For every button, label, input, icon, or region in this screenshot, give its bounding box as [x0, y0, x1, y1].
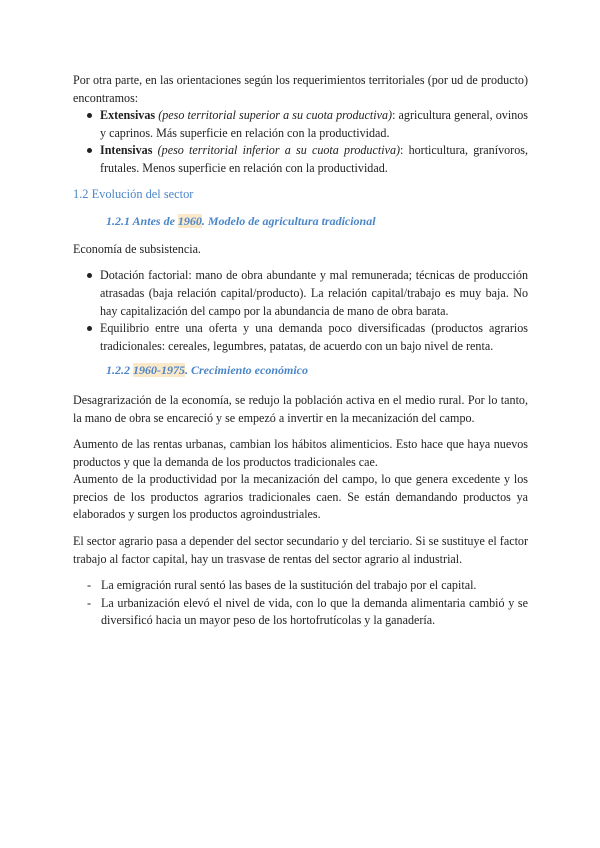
heading-number: 1.2.1 Antes de [106, 214, 178, 229]
item-text: La urbanización elevó el nivel de vida, con lo que la demanda alimentaria cambió y se diversificó hacia un mayor peso de los hortofrutícolas y la ganadería. [101, 595, 528, 628]
list-item [73, 595, 528, 630]
paragraph: El sector agrario pasa a depender del sector secundario y del terciario. Si se sustituye el factor trabajo al factor capital, hay un trasvase de rentas del sector agrario al industrial. [73, 534, 528, 566]
item-text: La emigración rural sentó las bases de la sustitución del trabajo por el capital. [101, 578, 477, 593]
term: Extensivas [100, 108, 156, 123]
heading-title: . Modelo de agricultura tradicional [201, 214, 376, 229]
bullet-icon [87, 148, 92, 153]
term-text: : agricultura general, ovinos y caprinos. Más superficie en relación con la productividad. [100, 108, 528, 140]
paragraph: Desagrarización de la economía, se redujo la población activa en el medio rural. Por lo tanto, la mano de obra se encareció y se empezó a invertir en la mecanización del campo. [73, 392, 528, 425]
bullet-icon [87, 326, 92, 331]
term-note: (peso territorial superior a su cuota productiva) [158, 108, 393, 123]
term-note: (peso territorial inferior a su cuota productiva) [157, 143, 401, 158]
list-item [73, 320, 528, 355]
types-list [73, 107, 528, 177]
heading-number: 1.2.2 [106, 363, 133, 378]
list-item [73, 107, 528, 142]
item-text: Equilibrio entre una oferta y una demanda poco diversificadas (productos agrarios tradicionales: cereales, legumbres, patatas, de acuerdo con un bajo nivel de renta. [100, 321, 528, 353]
heading-year: 1960 [177, 214, 202, 229]
factors-list [73, 267, 528, 355]
bullet-icon [87, 273, 92, 278]
dash-list [73, 577, 528, 630]
heading-title: . Crecimiento económico [185, 363, 308, 378]
paragraph: Aumento de la productividad por la mecanización del campo, lo que genera excedente y los precios de los productos agrarios tradicionales caen. Se están demandando productos ya elaborados y surgen los productos agroindustriales. [73, 472, 528, 522]
term-text: : horticultura, granívoros, frutales. Menos superficie en relación con la productividad. [100, 143, 528, 175]
list-item [73, 142, 528, 177]
subsection-heading [73, 213, 528, 231]
list-item [73, 267, 528, 320]
intro-paragraph: Por otra parte, en las orientaciones según los requerimientos territoriales (por ud de producto) encontramos: [73, 73, 528, 105]
term: Intensivas [100, 143, 153, 158]
list-item [73, 577, 528, 595]
subsection-heading [73, 362, 528, 380]
page-content [73, 72, 528, 630]
dash-icon: - [87, 595, 92, 610]
paragraph: Economía de subsistencia. [73, 241, 201, 256]
dash-icon: - [87, 578, 92, 593]
section-heading: 1.2 Evolución del sector [73, 186, 194, 201]
bullet-icon [87, 113, 92, 118]
item-text: Dotación factorial: mano de obra abundante y mal remunerada; técnicas de producción atrasadas (baja relación capital/producto). La relación capital/trabajo es muy baja. No hay capitalización del campo por la abundancia de mano de obra barata. [100, 268, 528, 318]
paragraph: Aumento de las rentas urbanas, cambian los hábitos alimenticios. Esto hace que haya nuevos productos y que la demanda de los productos tradicionales cae. [73, 437, 528, 469]
heading-year: 1960-1975 [133, 363, 185, 378]
